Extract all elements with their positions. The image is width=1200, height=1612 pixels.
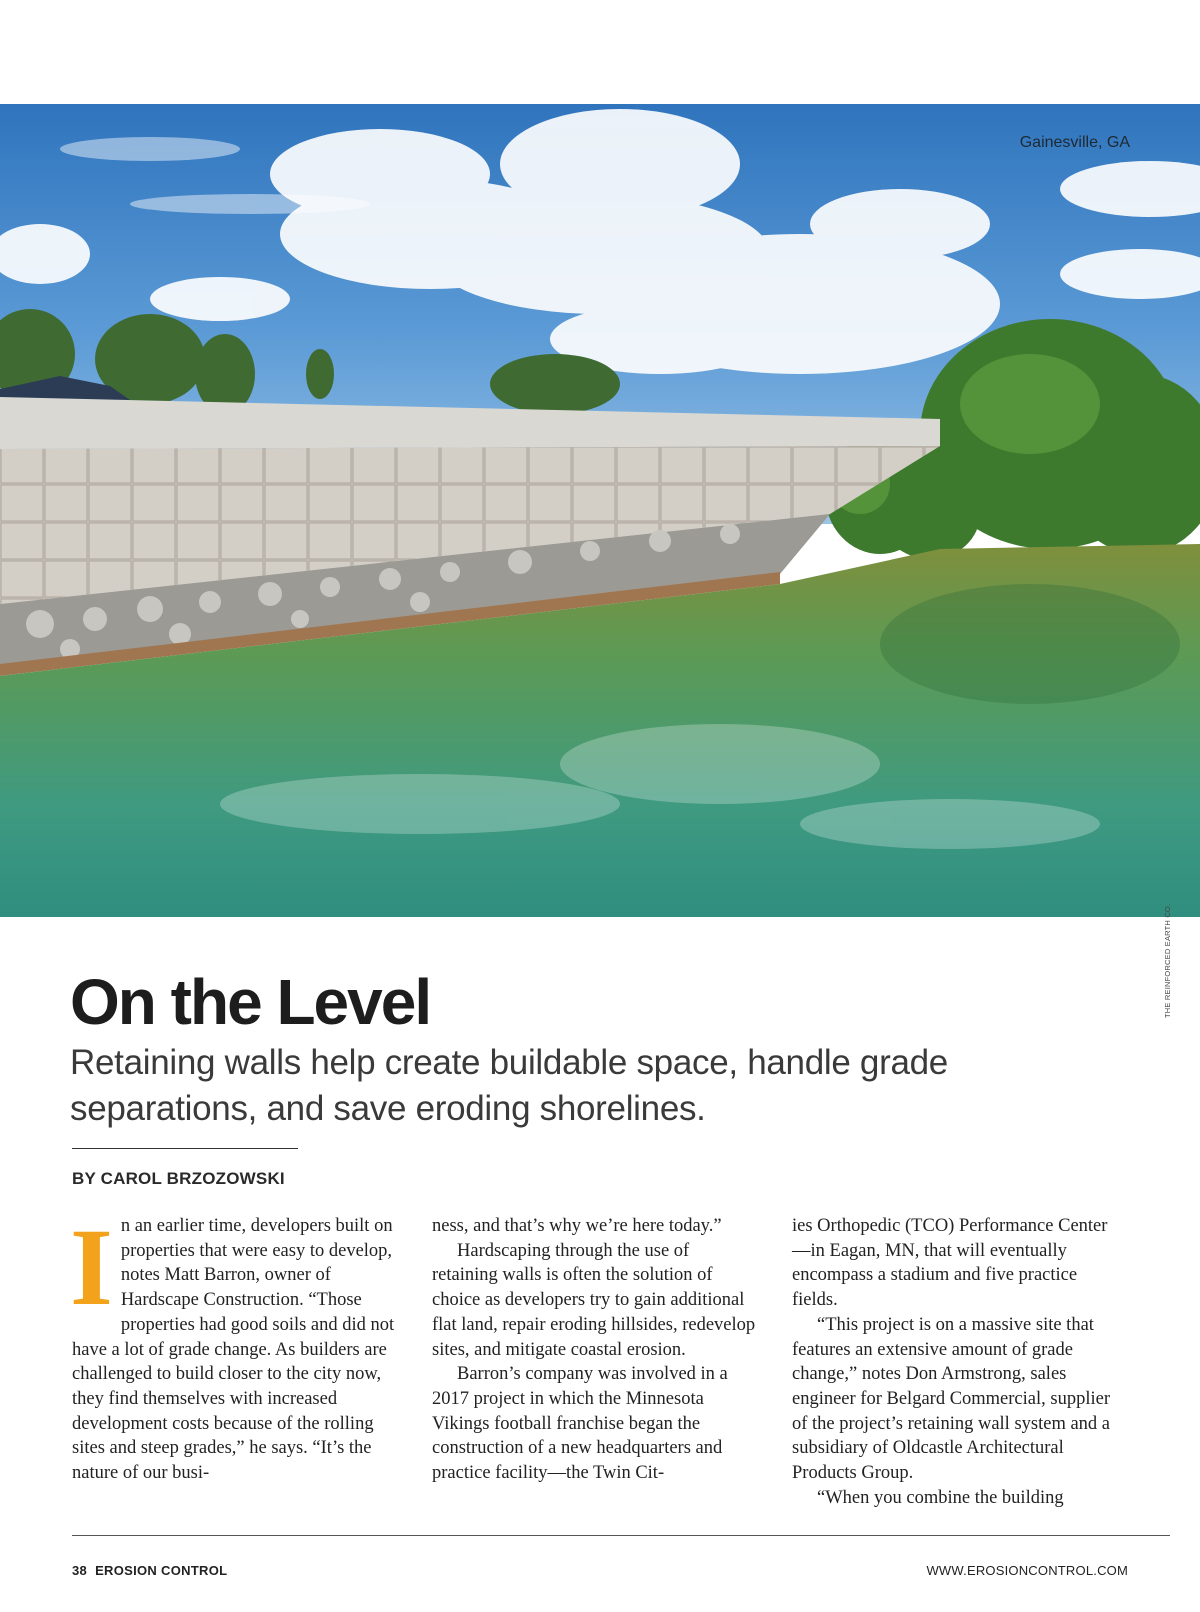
hero-photo [0,104,1200,917]
paragraph-5: “When you combine the building [817,1487,1064,1508]
page-number: 38 [72,1563,88,1578]
paragraph-2: Hardscaping through the use of retaining walls is often the solution of choice as developers try to gain additional flat land, repair eroding hillsides, redevelop sites, and mitigate coastal erosion. [432,1240,756,1360]
article-deck: Retaining walls help create buildable space, handle grade separations, and save eroding shorelines. [70,1043,948,1128]
photo-location-caption: Gainesville, GA [1019,134,1130,151]
publication-name: EROSION CONTROL [95,1563,228,1578]
paragraph-3-continued: ies Orthopedic (TCO) Performance Center—in Eagan, MN, that will eventually encompass a stadium and five practice fields. [792,1216,1108,1311]
divider [72,1148,298,1149]
byline: BY CAROL BRZOZOWSKI [72,1169,285,1188]
footer-divider [72,1535,1170,1536]
photo-credit: THE REINFORCED EARTH CO. [1163,903,1172,1018]
website-url: WWW.EROSIONCONTROL.COM [926,1563,1128,1578]
paragraph-3: Barron’s company was involved in a 2017 project in which the Minnesota Vikings football franchise began the construction of a new headquarters and practice facility—the Twin Cit- [432,1364,728,1484]
article-title: On the Level [70,966,431,1038]
retaining-wall-lake-photo [0,104,1200,917]
paragraph-1-continued: ness, and that’s why we’re here today.” [432,1216,722,1236]
column-3 [792,1214,1117,1514]
column-2 [432,1214,757,1514]
column-1 [70,1206,397,1514]
folio [72,1563,227,1578]
drop-cap: I [70,1206,113,1328]
paragraph-1: n an earlier time, developers built on properties that were easy to develop, notes Matt Barron, owner of Hardscape Construction. “Those properties had good soils and did not have a lot of grade change. As builders are challenged to build closer to the city now, they find themselves with increased development costs because of the rolling sites and steep grades,” he says. “It’s the nature of our busi- [72,1216,395,1484]
paragraph-4: “This project is on a massive site that features an extensive amount of grade change,” notes Don Armstrong, sales engineer for Belgard Commercial, supplier of the project’s retaining wall system and a subsidiary of Oldcastle Architectural Products Group. [792,1314,1111,1484]
